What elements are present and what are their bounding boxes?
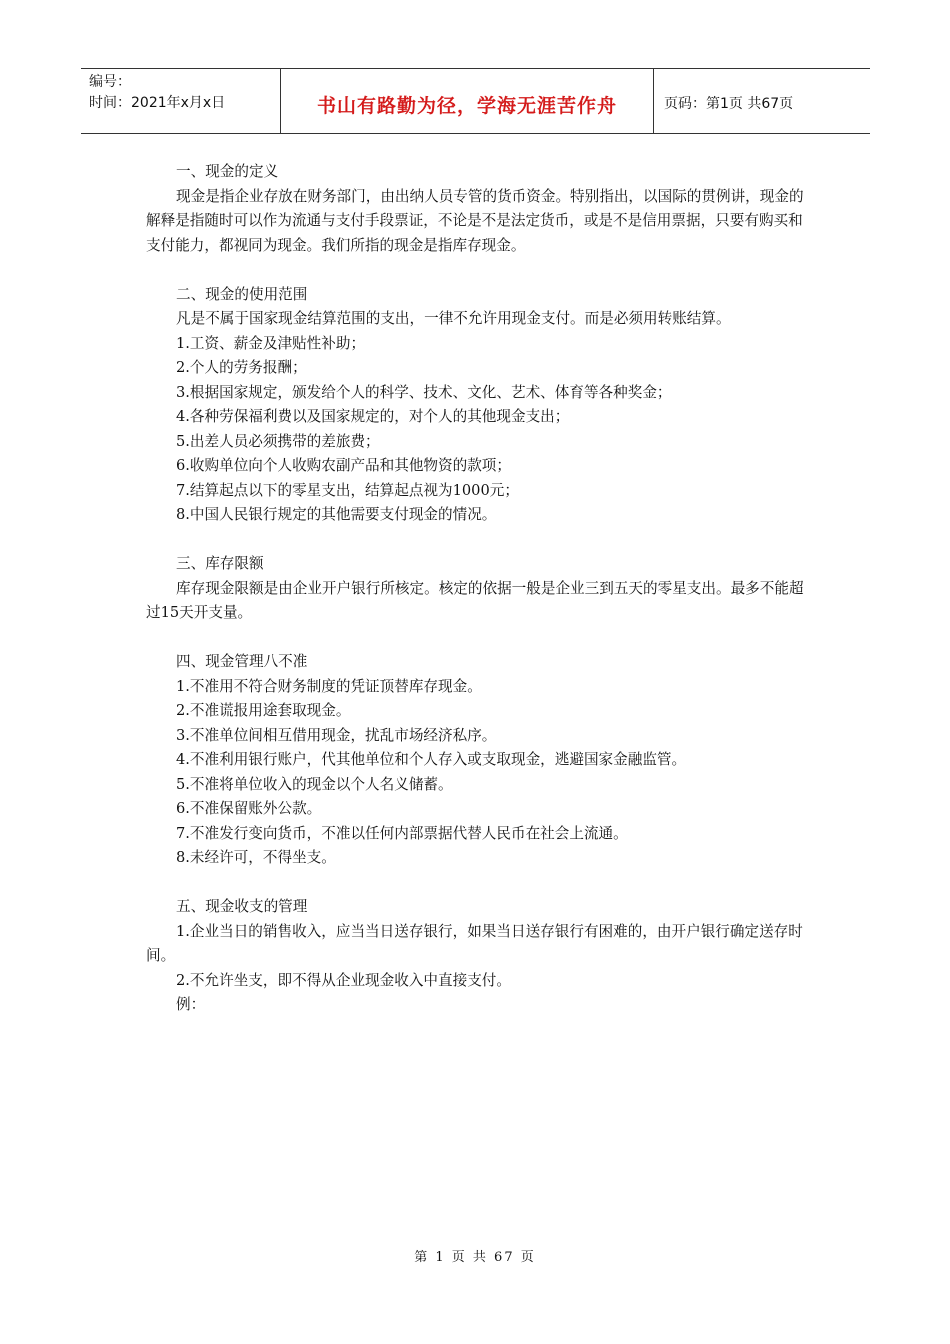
- header-page-info: 页码：第1页 共67页: [664, 96, 794, 112]
- section-title-1: 一、现金的定义: [176, 163, 279, 180]
- list-item: 8.未经许可，不得坐支。: [176, 849, 336, 866]
- section-title-5: 五、现金收支的管理: [176, 898, 308, 915]
- list-item: 7.结算起点以下的零星支出，结算起点视为1000元；: [176, 481, 519, 499]
- list-item: 例：: [176, 996, 206, 1013]
- list-item: 2.不允许坐支，即不得从企业现金收入中直接支付。: [176, 971, 511, 989]
- page-header: [81, 68, 870, 134]
- list-item: 2.个人的劳务报酬；: [176, 359, 307, 376]
- list-item: 6.不准保留账外公款。: [176, 800, 322, 817]
- list-item: 1.不准用不符合财务制度的凭证顶替库存现金。: [176, 677, 482, 695]
- section-title-3: 三、库存限额: [176, 555, 264, 572]
- list-item: 2.不准谎报用途套取现金。: [176, 702, 351, 719]
- list-item: 8.中国人民银行规定的其他需要支付现金的情况。: [176, 506, 497, 523]
- document-body: [146, 160, 806, 1018]
- section-title-4: 四、现金管理八不准: [176, 653, 308, 670]
- list-item: 5.不准将单位收入的现金以个人名义储蓄。: [176, 775, 453, 793]
- list-item: 3.根据国家规定，颁发给个人的科学、技术、文化、艺术、体育等各种奖金；: [176, 383, 672, 401]
- section-3-paragraph: 库存现金限额是由企业开户银行所核定。核定的依据一般是企业三到五天的零星支出。最多不能超过15天开支量。: [146, 579, 804, 621]
- list-item: 3.不准单位间相互借用现金，扰乱市场经济私序。: [176, 726, 497, 744]
- document-number-label: 编号：: [89, 74, 131, 90]
- list-item: 7.不准发行变向货币，不准以任何内部票据代替人民币在社会上流通。: [176, 824, 628, 842]
- list-item: 4.不准利用银行账户，代其他单位和个人存入或支取现金，逃避国家金融监管。: [176, 751, 687, 768]
- header-meta: [81, 69, 280, 133]
- list-item: 6.收购单位向个人收购农副产品和其他物资的款项；: [176, 457, 511, 474]
- section-title-2: 二、现金的使用范围: [176, 285, 308, 303]
- header-motto: 书山有路勤为径，学海无涯苦作舟: [280, 69, 654, 133]
- list-item: 4.各种劳保福利费以及国家规定的，对个人的其他现金支出；: [176, 408, 570, 425]
- section-2-intro: 凡是不属于国家现金结算范围的支出，一律不允许用现金支付。而是必须用转账结算。: [176, 310, 731, 327]
- list-item: 1.企业当日的销售收入，应当当日送存银行，如果当日送存银行有困难的，由开户银行确定送存时间。: [146, 922, 803, 964]
- list-item: 1.工资、薪金及津贴性补助；: [176, 334, 366, 352]
- page-footer: 第 1 页 共 67 页: [414, 1250, 536, 1265]
- section-1-paragraph: 现金是指企业存放在财务部门，由出纳人员专管的货币资金。特别指出，以国际的贯例讲，现金的解释是指随时可以作为流通与支付手段票证，不论是不是法定货币，或是不是信用票据，只要有购买和支付能力，都视同为现金。我们所指的现金是指库存现金。: [146, 187, 804, 254]
- list-item: 5.出差人员必须携带的差旅费；: [176, 432, 380, 450]
- document-time-label: 时间：2021年x月x日: [89, 95, 226, 111]
